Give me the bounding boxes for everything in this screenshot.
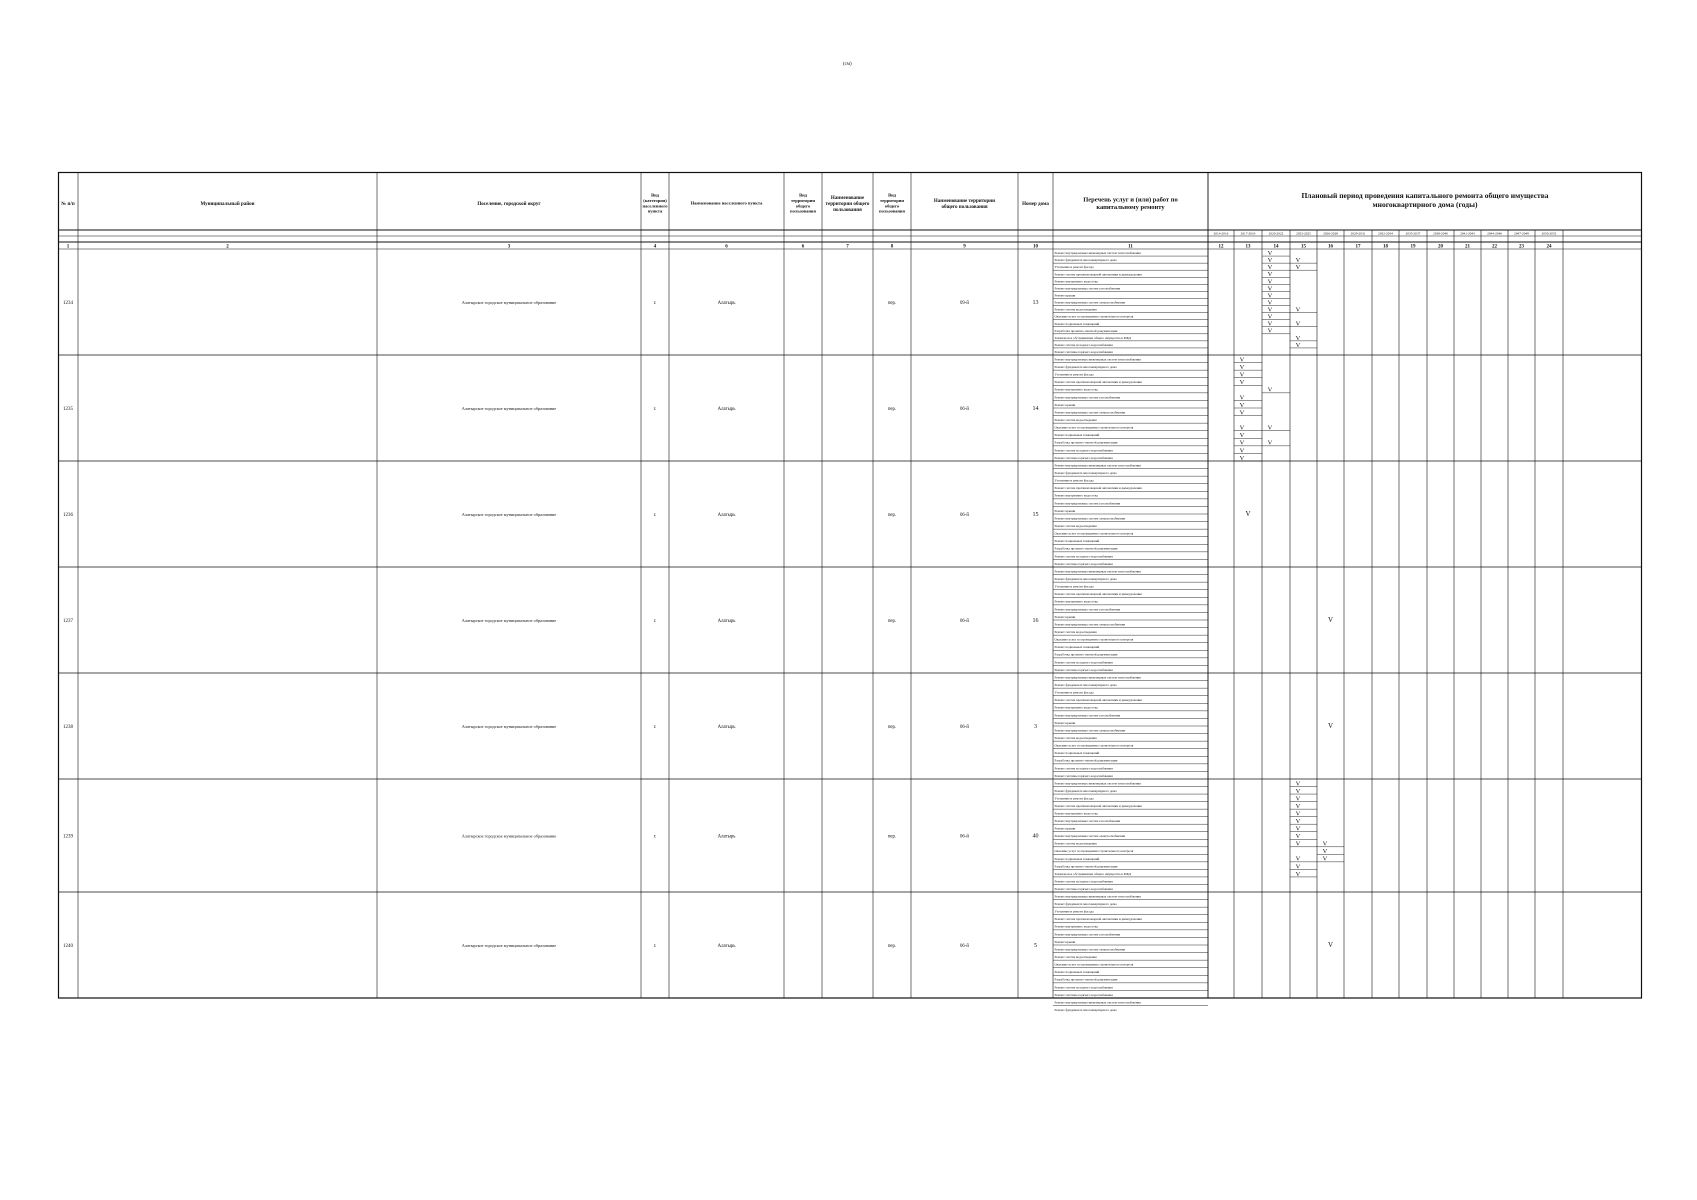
work-item: Ремонт системы горячего водоснабжения — [1054, 561, 1113, 566]
work-item: Ремонт подвальных помещений — [1054, 539, 1100, 544]
page-number: (см) — [843, 62, 852, 67]
work-item: Ремонт подвальных помещений — [1054, 856, 1100, 861]
work-item: Ремонт подвальных помещений — [1054, 751, 1100, 756]
row-settlement: Алатырское городское муниципальное образование — [461, 943, 557, 948]
check-mark: V — [1295, 787, 1301, 795]
check-mark: V — [1295, 320, 1301, 328]
column-number: 19 — [1410, 244, 1416, 250]
work-item: Ремонт внутреннего водостока — [1054, 811, 1098, 816]
column-number: 16 — [1328, 244, 1333, 250]
check-mark: V — [1295, 833, 1301, 841]
work-item: Ремонт внутреннего водостока — [1054, 279, 1098, 284]
work-item: Ремонт крыши — [1054, 614, 1076, 619]
check-mark: V — [1239, 394, 1245, 402]
row-locality: Алатырь — [717, 513, 736, 518]
header-plan-period: Плановый период проведения капитального ремонта общего имущества многоквартирного дома (годы) — [1301, 191, 1549, 210]
row-street: 06-й — [960, 513, 969, 518]
row-street: 06-й — [960, 407, 969, 412]
period-label: 2035-2037 — [1405, 231, 1421, 236]
work-item: Ремонт фундамента многоквартирного дома — [1054, 902, 1117, 907]
column-number: 4 — [653, 244, 657, 250]
work-item: Ремонт внутридомовых систем электроснабжения — [1054, 728, 1126, 733]
header-col-1: № п/п — [61, 201, 75, 207]
work-item: Ремонт подвальных помещений — [1054, 433, 1100, 438]
work-item: Ремонт систем противопожарной автоматики и дымоудаления — [1054, 804, 1142, 809]
row-street-type: пер. — [887, 407, 897, 412]
row-street-type: пер. — [887, 944, 897, 949]
work-item: Ремонт внутридомовых систем электроснабжения — [1054, 516, 1126, 521]
work-item: Ремонт внутридомовых систем газоснабжения — [1054, 607, 1120, 612]
work-item: Ремонт системы горячего водоснабжения — [1054, 350, 1113, 355]
work-item: Ремонт крыши — [1054, 826, 1076, 831]
row-number: 1234 — [63, 301, 73, 306]
work-item: Ремонт внутридомовых систем электроснабжения — [1054, 834, 1126, 839]
header-col-6: Вид территории общего пользования — [790, 192, 816, 214]
work-item: Ремонт внутридомовых инженерных систем теплоснабжения — [1054, 357, 1141, 362]
column-number: 6 — [801, 244, 805, 250]
header-col-10: Номер дома — [1022, 201, 1049, 207]
row-locality-type: г. — [653, 834, 657, 840]
work-item: Техническое обслуживание общего имущества в МКД — [1054, 335, 1132, 340]
work-item: Ремонт фундамента многоквартирного дома — [1054, 1008, 1117, 1013]
work-item: Ремонт внутридомовых инженерных систем теплоснабжения — [1054, 675, 1141, 680]
work-item: Ремонт систем противопожарной автоматики и дымоудаления — [1054, 698, 1142, 703]
work-item: Ремонт системы горячего водоснабжения — [1054, 992, 1113, 997]
work-item: Ремонт системы горячего водоснабжения — [1054, 455, 1113, 460]
work-item: Ремонт крыши — [1054, 720, 1076, 725]
work-item: Ремонт внутреннего водостока — [1054, 924, 1098, 929]
column-number: 1 — [66, 244, 70, 250]
work-item: Ремонт систем противопожарной автоматики и дымоудаления — [1054, 486, 1142, 491]
row-street: 09-й — [960, 301, 969, 306]
period-label: 2041-2043 — [1460, 231, 1475, 236]
row-locality-type: г. — [653, 619, 657, 624]
period-label: 2029-2031 — [1350, 231, 1366, 236]
row-settlement: Алатырское городское муниципальное образование — [461, 512, 557, 517]
work-item: Разработка проектно-сметной документации — [1054, 977, 1118, 982]
row-number: 1238 — [63, 725, 73, 730]
column-number: 21 — [1465, 244, 1470, 250]
check-mark: V — [1295, 257, 1301, 265]
work-item: Ремонт крыши — [1054, 402, 1076, 407]
work-item: Ремонт систем холодного водоснабжения — [1054, 985, 1113, 990]
work-item: Техническое обслуживание общего имущества в МКД — [1054, 871, 1132, 876]
check-mark: V — [1267, 278, 1273, 286]
row-locality: Алатырь — [717, 619, 736, 624]
work-item: Ремонт внутридомовых систем газоснабжения — [1054, 819, 1120, 824]
work-item: Ремонт подвальных помещений — [1054, 970, 1100, 975]
check-mark: V — [1322, 855, 1328, 863]
work-item: Ремонт внутридомовых систем газоснабжения — [1054, 501, 1120, 506]
row-house-number: 40 — [1032, 833, 1039, 840]
row-house-number: 5 — [1034, 943, 1037, 949]
row-settlement: Алатырское городское муниципальное образование — [461, 618, 557, 623]
check-mark: V — [1295, 855, 1301, 863]
row-locality-type: г. — [653, 301, 657, 306]
work-item: Разработка проектно-сметной документации — [1054, 440, 1118, 445]
work-item: Ремонт крыши — [1054, 508, 1076, 513]
work-item: Ремонт фундамента многоквартирного дома — [1054, 577, 1117, 582]
check-mark: V — [1267, 386, 1273, 394]
period-label: 2050-2052 — [1541, 231, 1557, 236]
check-mark: V — [1239, 379, 1245, 387]
check-mark: V — [1239, 439, 1245, 447]
header-col-2: Муниципальный район — [200, 201, 255, 207]
work-item: Ремонт внутридомовых систем газоснабжения — [1054, 395, 1120, 400]
work-item: Ремонт систем холодного водоснабжения — [1054, 448, 1113, 453]
check-mark: V — [1327, 616, 1334, 624]
check-mark: V — [1327, 722, 1334, 730]
row-settlement: Алатырское городское муниципальное образование — [461, 300, 557, 305]
work-item: Ремонт системы горячего водоснабжения — [1054, 773, 1113, 778]
check-mark: V — [1295, 341, 1301, 349]
work-item: Ремонт систем противопожарной автоматики и дымоудаления — [1054, 917, 1142, 922]
row-street: 06-й — [960, 619, 969, 624]
work-item: Оказание услуг по проведению строительного контроля — [1054, 425, 1134, 430]
row-house-number: 15 — [1032, 512, 1039, 518]
row-street-type: пер. — [887, 725, 897, 730]
check-mark: V — [1267, 439, 1273, 447]
row-number: 1236 — [63, 513, 73, 518]
header-col-5: Наименование населенного пункта — [690, 200, 763, 206]
row-settlement: Алатырское городское муниципальное образование — [461, 724, 557, 729]
row-settlement: Алатырское городское муниципальное образование — [461, 406, 557, 411]
period-label: 2023-2025 — [1296, 231, 1311, 236]
work-item: Ремонт систем холодного водоснабжения — [1054, 342, 1113, 347]
row-street: 06-й — [960, 834, 969, 840]
check-mark: V — [1239, 356, 1245, 364]
header-col-11: Перечень услуг и (или) работ по капитальному ремонту — [1083, 196, 1178, 212]
column-number: 8 — [890, 244, 894, 250]
work-item: Разработка проектно-сметной документации — [1054, 652, 1118, 657]
header-col-3: Поселение, городской округ — [477, 201, 541, 207]
work-item: Ремонт внутреннего водостока — [1054, 493, 1098, 498]
work-item: Утепление и ремонт фасада — [1054, 796, 1094, 801]
row-locality: Алатырь — [717, 834, 736, 840]
check-mark: V — [1239, 364, 1245, 372]
work-item: Ремонт системы горячего водоснабжения — [1054, 886, 1113, 891]
header-col-8: Вид территории общего пользования — [879, 192, 905, 214]
work-item: Ремонт систем водоотведения — [1054, 524, 1097, 529]
column-number: 14 — [1273, 244, 1279, 250]
check-mark: V — [1267, 257, 1273, 265]
row-house-number: 16 — [1032, 618, 1039, 624]
work-item: Ремонт внутридомовых систем электроснабжения — [1054, 410, 1126, 415]
row-locality-type: г. — [653, 407, 657, 412]
check-mark: V — [1295, 334, 1301, 342]
column-number: 22 — [1492, 244, 1497, 250]
row-locality: Алатырь — [717, 725, 736, 730]
work-item: Ремонт систем водоотведения — [1054, 307, 1097, 312]
work-item: Оказание услуг по проведению строительного контроля — [1054, 849, 1134, 854]
row-house-number: 14 — [1032, 406, 1039, 412]
work-item: Ремонт систем водоотведения — [1054, 418, 1097, 423]
column-number: 10 — [1033, 244, 1038, 250]
work-item: Ремонт внутреннего водостока — [1054, 705, 1098, 710]
period-label: 2020-2022 — [1268, 231, 1284, 236]
check-mark: V — [1267, 327, 1273, 335]
work-item: Ремонт внутридомовых систем электроснабжения — [1054, 622, 1126, 627]
work-item: Ремонт систем водоотведения — [1054, 736, 1097, 741]
check-mark: V — [1239, 401, 1245, 409]
row-house-number: 13 — [1032, 300, 1039, 306]
check-mark: V — [1239, 454, 1245, 462]
header-col-9: Наименование территории общего пользования — [933, 198, 996, 210]
check-mark: V — [1295, 780, 1301, 788]
work-item: Ремонт внутридомовых инженерных систем теплоснабжения — [1054, 894, 1141, 899]
work-item: Ремонт подвальных помещений — [1054, 645, 1100, 650]
work-item: Ремонт подвальных помещений — [1054, 321, 1100, 326]
work-item: Ремонт внутридомовых систем газоснабжения — [1054, 286, 1120, 291]
work-item: Ремонт внутридомовых инженерных систем теплоснабжения — [1054, 781, 1141, 786]
work-item: Ремонт систем водоотведения — [1054, 841, 1097, 846]
period-label: 2014-2016 — [1213, 231, 1229, 236]
work-item: Ремонт внутридомовых систем электроснабжения — [1054, 300, 1126, 305]
work-item: Оказание услуг по проведению строительного контроля — [1054, 531, 1134, 536]
row-settlement: Алатырское городское муниципальное образование — [461, 833, 557, 839]
column-number: 17 — [1355, 244, 1361, 250]
work-item: Ремонт фундамента многоквартирного дома — [1054, 471, 1117, 476]
period-label: 2032-2034 — [1378, 231, 1393, 236]
column-number: 13 — [1245, 244, 1251, 250]
column-number: 9 — [963, 244, 966, 250]
period-label: 2044-2046 — [1487, 231, 1502, 236]
check-mark: V — [1295, 863, 1301, 871]
check-mark: V — [1267, 320, 1273, 328]
work-item: Ремонт внутреннего водостока — [1054, 387, 1098, 392]
check-mark: V — [1327, 941, 1334, 949]
work-item: Утепление и ремонт фасада — [1054, 584, 1094, 589]
check-mark: V — [1267, 285, 1273, 293]
check-mark: V — [1267, 306, 1273, 314]
work-item: Разработка проектно-сметной документации — [1054, 546, 1118, 551]
work-item: Утепление и ремонт фасада — [1054, 265, 1094, 270]
column-number: 18 — [1383, 244, 1388, 250]
column-number: 24 — [1546, 244, 1552, 250]
check-mark: V — [1267, 264, 1273, 272]
row-street-type: пер. — [887, 301, 897, 306]
row-house-number: 3 — [1034, 724, 1037, 730]
row-street-type: пер. — [887, 513, 897, 518]
work-item: Разработка проектно-сметной документации — [1054, 328, 1118, 333]
work-item: Ремонт крыши — [1054, 939, 1076, 944]
work-item: Ремонт фундамента многоквартирного дома — [1054, 258, 1117, 263]
check-mark: V — [1239, 409, 1245, 417]
work-item: Ремонт систем холодного водоснабжения — [1054, 554, 1113, 559]
row-number: 1240 — [63, 944, 73, 949]
check-mark: V — [1239, 371, 1245, 379]
work-item: Ремонт внутридомовых систем электроснабжения — [1054, 947, 1126, 952]
header-col-7: Наименование территории общего пользования — [825, 195, 870, 213]
column-number: 3 — [507, 244, 511, 250]
work-item: Оказание услуг по проведению строительного контроля — [1054, 743, 1134, 748]
check-mark: V — [1295, 870, 1301, 878]
check-mark: V — [1322, 848, 1328, 856]
row-number: 1239 — [63, 834, 73, 840]
check-mark: V — [1267, 424, 1273, 432]
work-item: Оказание услуг по проведению строительного контроля — [1054, 962, 1134, 967]
check-mark: V — [1295, 803, 1301, 811]
work-item: Разработка проектно-сметной документации — [1054, 864, 1118, 869]
column-number: 7 — [846, 244, 849, 250]
work-item: Ремонт внутреннего водостока — [1054, 599, 1098, 604]
work-item: Ремонт фундамента многоквартирного дома — [1054, 788, 1117, 793]
row-street-type: пер. — [887, 619, 897, 624]
work-item: Ремонт внутридомовых систем газоснабжения — [1054, 713, 1120, 718]
work-item: Разработка проектно-сметной документации — [1054, 758, 1118, 763]
period-label: 2026-2028 — [1323, 231, 1338, 236]
work-item: Ремонт фундамента многоквартирного дома — [1054, 683, 1117, 688]
check-mark: V — [1295, 810, 1301, 818]
work-item: Утепление и ремонт фасада — [1054, 372, 1094, 377]
work-item: Ремонт систем противопожарной автоматики и дымоудаления — [1054, 592, 1142, 597]
work-item: Ремонт систем противопожарной автоматики и дымоудаления — [1054, 380, 1142, 385]
check-mark: V — [1245, 510, 1251, 518]
table-border — [59, 173, 1642, 999]
work-item: Ремонт систем противопожарной автоматики и дымоудаления — [1054, 272, 1142, 277]
column-number: 15 — [1301, 244, 1306, 250]
check-mark: V — [1295, 818, 1301, 826]
work-item: Ремонт систем холодного водоснабжения — [1054, 879, 1113, 884]
row-number: 1235 — [63, 407, 73, 412]
row-locality-type: г. — [653, 513, 657, 518]
row-street: 06-й — [960, 944, 969, 949]
work-item: Ремонт внутридомовых инженерных систем теплоснабжения — [1054, 463, 1141, 468]
check-mark: V — [1295, 825, 1301, 833]
work-item: Ремонт крыши — [1054, 293, 1076, 298]
work-item: Оказание услуг по проведению строительного контроля — [1054, 314, 1134, 319]
check-mark: V — [1239, 447, 1245, 455]
column-number: 2 — [226, 244, 229, 250]
column-number: 11 — [1128, 244, 1133, 250]
period-label: 2047-2049 — [1514, 231, 1529, 236]
work-item: Ремонт фундамента многоквартирного дома — [1054, 365, 1117, 370]
capital-repair-schedule-table — [58, 172, 1642, 1013]
work-item: Ремонт внутридомовых систем газоснабжения — [1054, 932, 1120, 937]
column-number: 12 — [1218, 244, 1224, 250]
work-item: Ремонт систем водоотведения — [1054, 955, 1097, 960]
work-item: Ремонт внутридомовых инженерных систем теплоснабжения — [1054, 1000, 1141, 1005]
period-label: 2017-2019 — [1240, 231, 1256, 236]
row-locality: Алатырь — [717, 301, 736, 306]
row-locality: Алатырь — [717, 407, 736, 412]
check-mark: V — [1239, 432, 1245, 440]
work-item: Ремонт внутридомовых инженерных систем теплоснабжения — [1054, 251, 1141, 256]
header-col-4: Вид (категория) населенного пункта — [642, 192, 668, 214]
work-item: Ремонт систем водоотведения — [1054, 630, 1097, 635]
column-number: 20 — [1438, 244, 1443, 250]
check-mark: V — [1322, 840, 1328, 848]
row-locality: Алатырь — [717, 944, 736, 949]
check-mark: V — [1239, 424, 1245, 432]
check-mark: V — [1267, 313, 1273, 321]
row-locality-type: г. — [653, 725, 657, 730]
row-number: 1237 — [63, 619, 73, 624]
work-item: Ремонт системы горячего водоснабжения — [1054, 667, 1113, 672]
check-mark: V — [1295, 840, 1301, 848]
row-street-type: пер. — [887, 834, 897, 840]
work-item: Утепление и ремонт фасада — [1054, 909, 1094, 914]
work-item: Оказание услуг по проведению строительного контроля — [1054, 637, 1134, 642]
check-mark: V — [1295, 264, 1301, 272]
check-mark: V — [1267, 250, 1273, 258]
column-number: 6 — [725, 244, 728, 250]
check-mark: V — [1295, 795, 1301, 803]
work-item: Утепление и ремонт фасада — [1054, 690, 1094, 695]
work-item: Ремонт систем холодного водоснабжения — [1054, 766, 1113, 771]
check-mark: V — [1295, 306, 1301, 314]
period-label: 2038-2040 — [1433, 231, 1448, 236]
row-street: 06-й — [960, 725, 969, 730]
work-item: Ремонт внутридомовых инженерных систем теплоснабжения — [1054, 569, 1141, 574]
check-mark: V — [1267, 271, 1273, 279]
work-item: Утепление и ремонт фасада — [1054, 478, 1094, 483]
work-item: Ремонт систем холодного водоснабжения — [1054, 660, 1113, 665]
row-locality-type: г. — [653, 944, 657, 949]
check-mark: V — [1267, 292, 1273, 300]
check-mark: V — [1267, 299, 1273, 307]
column-number: 23 — [1519, 244, 1524, 250]
